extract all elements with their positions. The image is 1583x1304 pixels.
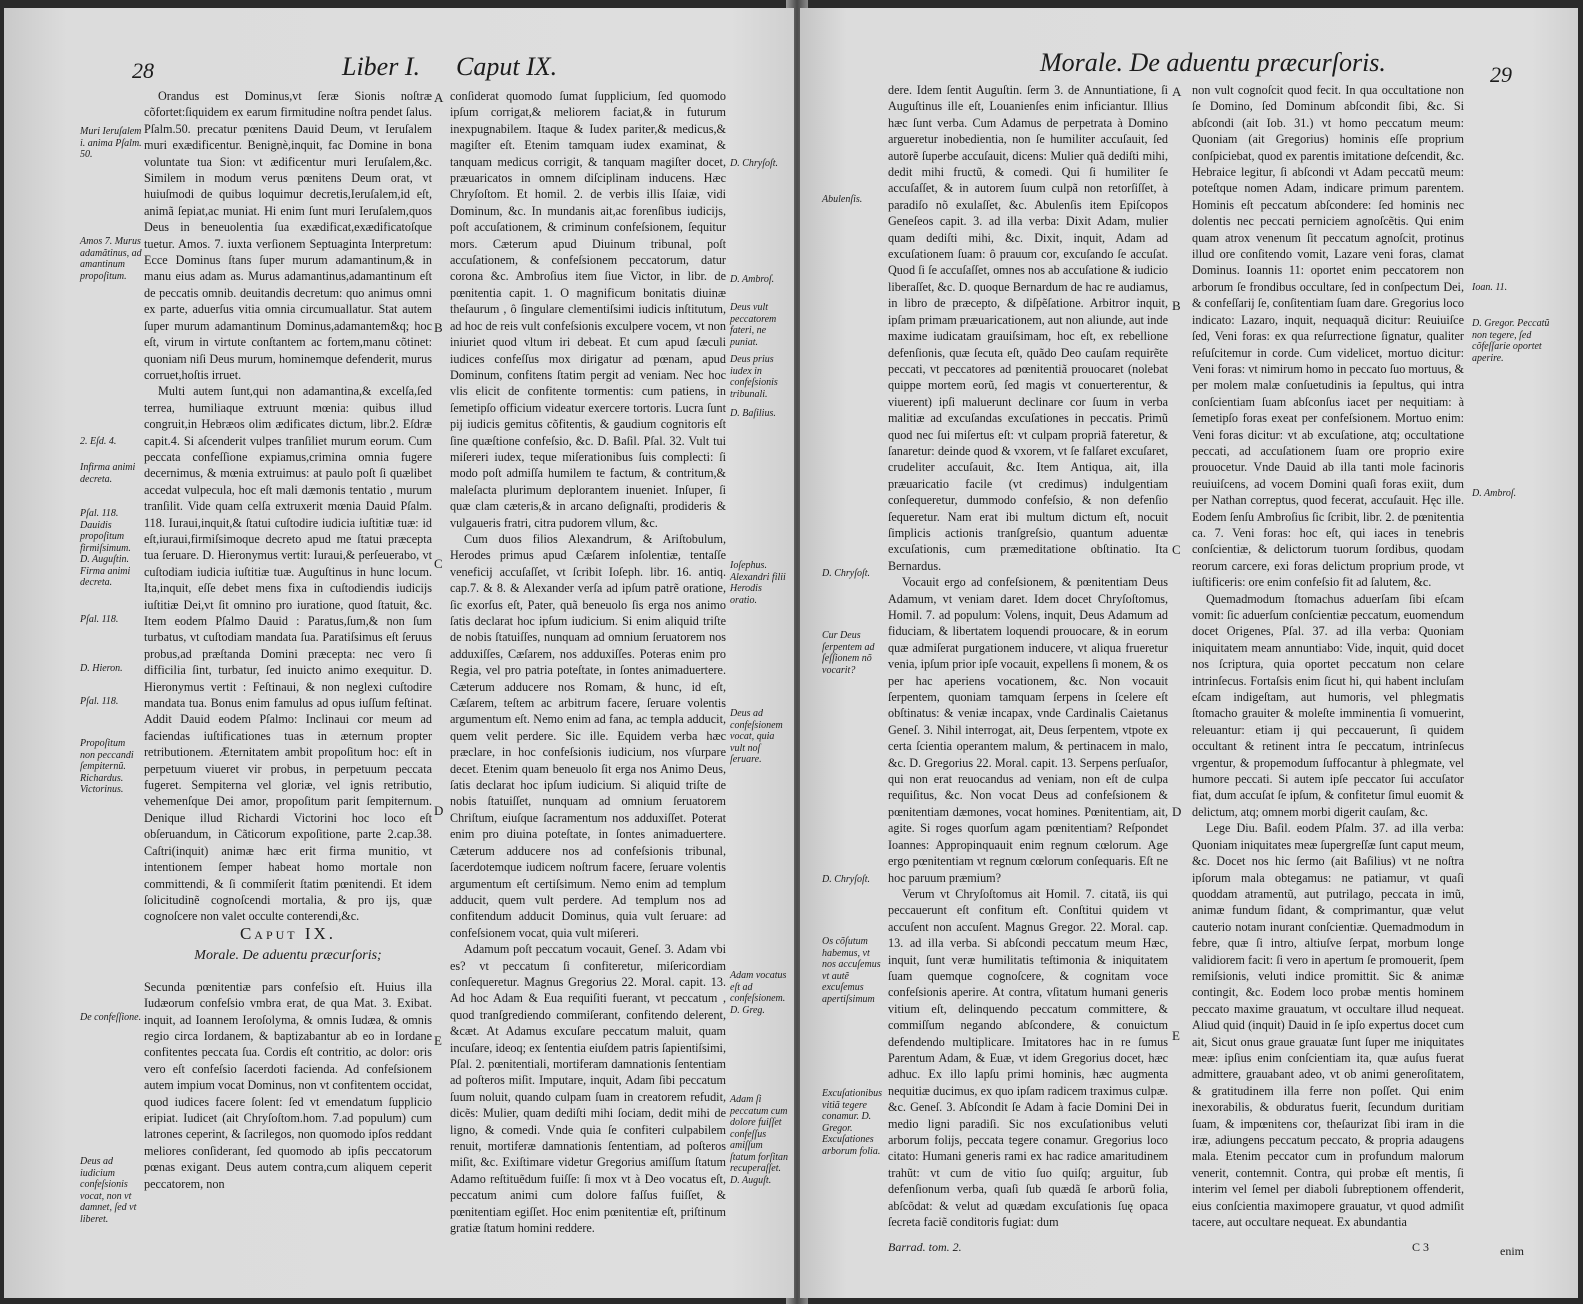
margin-note: D. Ambroſ.	[730, 274, 775, 285]
left-column-2	[450, 88, 726, 1296]
running-head-chapter: Caput IX.	[456, 52, 558, 81]
chapter-subtitle: Morale. De aduentu præcurſoris;	[194, 948, 382, 964]
section-letter: C	[434, 556, 443, 571]
margin-note: Abulenſis.	[822, 194, 863, 205]
section-letter: A	[1172, 84, 1182, 99]
margin-note: 2. Eſd. 4.	[80, 436, 117, 447]
running-head-right: Morale. De aduentu præcurſoris.	[1040, 48, 1386, 77]
margin-note: Deus prius iudex in confeſsionis tribunali.	[730, 354, 778, 400]
paragraph: Multi autem ſunt,qui non adamantina,& excelſa,ſed terrea, humiliaque extruunt mœnia: quibus illud congruit,in Hebræos olim ædificates dictum, libr.2. Eſdræ capit.4. Si aſcenderit vulpes tranſiliet murum eorum. Cum peccata confeſſione expiamus,crimina omnia fugere decernimus, & mœnia extruimus: at paulo poſt ſi quælibet accedat vulpecula, hoc eſt mali dæmonis tentatio , murum tranſilit. Vide quam celſa extruxerit mœnia Dauid Pſalm. 118. Iuraui,inquit,& ſtatui cuſtodire iudicia iuſtitiæ tuæ: id eſt,iuraui,firmiſsimoque decreto apud me ſtatui præcepta tua ſeruare. D. Hieronymus vertit: Iuraui,& perſeuerabo, vt cuſtodiam iudicia iuſtitiæ tuæ. Auguſtinus in hunc locum. Ita,inquit, eſſe debet mens fixa in cuſtodiendis iudicijs iuſtitiæ Dei,vt ſit omnino pro iuratione, quod ſtatuit, &c. Item eodem Pſalmo Dauid : Paratus,ſum,& non ſum turbatus, vt cuſtodiam mandata ſua. Paratiſsimus eſt ſeruus probus,ad præſtanda Domini præcepta: nec vero ſi difficilia ſint, turbatur, ſed inuicto animo exequitur. D. Hieronymus vertit : Feſtinaui, & non neglexi cuſtodire mandata tua. Bonus enim famulus ad opus iuſſum feſtinat. Addit Dauid eodem Pſalmo: Inclinaui cor meum ad faciendas iuſtificationes tuas in æternum propter retributionem. Æternitatem ambit propoſitum hoc: eſt in perpetuum viueret vir probus, in perpetuum peccata fugeret. Sempiterna vel gloriæ, vel ignis retributio, vehemenſque Dei amor, propoſitum parit ſempiternum. Denique illud Richardi Victorini hoc loco eſt obſeruandum, in Cãticorum expoſitione, parte 2.cap.38. Caſtri(inquit) animæ hæc erit firma munitio, vt intentionem ſemper habeat homo mortale non committendi, & ſi commiſerit ſtatim pœnitendi. Et idem ſolicitudinẽ cognoſcendi mortalia, & pro ijs, quæ cognoſcere non valet occulte conterendi,&c.	[144, 384, 432, 924]
right-page	[800, 8, 1578, 1298]
margin-note: D. Ambroſ.	[1472, 488, 1517, 499]
chapter-title: Caput IX.	[239, 924, 337, 943]
chapter-opening-paragraph: Secunda pœnitentiæ pars confeſsio eſt. Huius illa Iudæorum confeſsio vmbra erat, de qua Mat. 3. Exibat. inquit, ad Ioannem Ieroſolyma, & omnis Iudæa, & omnis regio circa Iordanem, & baptizabantur ab eo in Iordane confitentes peccata ſua. Cordis eſt contritio, ac dolor: oris vero eſt confeſsio ſacerdoti facienda. Ad confeſsionem autem impium vocat Dominus, non vt confitentem occidat, quod iudices facere ſolent: ſed vt emendatum ſupplicio eripiat. Iudicet (ait Chryſoſtom.hom. 7.ad populum) cum latrones ceperint, & ſacrilegos, non quomodo ipſos reddant meliores conſiderant, ſed quomodo ab ipſis peccatorum pœnas exigant. Deus autem contra,cum aliquem ceperit peccatorem, non	[144, 979, 432, 1191]
printer-note: Barrad. tom. 2.	[888, 1240, 962, 1254]
margin-note: Pſal. 118.	[80, 696, 119, 707]
paragraph: conſiderat quomodo ſumat ſupplicium, ſed quomodo ipſum corrigat,& meliorem faciat,& in futurum inexpugnabilem. Itaque & Iudex pariter,& medicus,& magiſter eſt. Etenim tamquam iudex examinat, & tanquam medicus corrigit, & tanquam magiſter docet, præuaricatos in omnem diſciplinam inducens. Hæc Chryſoſtom. Et homil. 2. de verbis illis Iſaiæ, vidi Dominum, &c. In mundanis ait,ac forenſibus iudicijs, poſt accuſationem, & criminum confeſsionem, ſequitur mors. Cæterum apud Diuinum tribunal, poſt accuſationem, & confeſsionem peccatorum, datur corona &c. Ambroſius item ſiue Victor, in libr. de pœnitentia capit. 1. O magnificum bonitatis diuinæ theſaurum , ô ſingulare clementiſsimi iudicis inſtitutum, ad hoc de reis vult confeſsionis exculpere vocem, vt non iniuriet quod vltum iri debeat. Et cum apud ſæculi iudices confeſſus mox dirigatur ad pœnam, apud Dominum, confitens ſtatim pergit ad veniam. Nec hoc vlis elicit de confitente tormentis: cum patiens, in ſemetipſo officium videatur exercere tortoris. Lucra ſunt pij iudicis gemitus cõfitentis, & gaudium cognitoris eſt ſine quæſtione confeſsio, &c. D. Baſil. Pſal. 32. Vult tui miſereri iudex, teque miſerationibus ſuis complecti: ſi modo poſt admiſſa humilem te factum, & contritum,& maleſacta plurimum deplorantem inueniet. Inſuper, ſi quæ clam cæteris,& in arcano deſignaſti, prodideris & vulgaueris fratri, citra pudorem vllum, &c.	[450, 89, 726, 530]
margin-note: D. Chryſoſt.	[822, 568, 871, 579]
margin-note: Adam vocatus eſt ad confeſsionem. D. Greg.	[730, 970, 787, 1016]
section-letter: D	[1172, 804, 1182, 819]
signature-mark: C 3	[1412, 1240, 1430, 1254]
page-number-left: 28	[132, 58, 154, 83]
catchword: enim	[1500, 1244, 1524, 1258]
section-letter: B	[434, 320, 443, 335]
margin-note: Cur Deus ſerpentem ad ſeſſionem nõ vocarit?	[822, 630, 875, 676]
page-number-right: 29	[1490, 62, 1512, 87]
section-letter: E	[434, 1033, 442, 1048]
paragraph: Orandus est Dominus,vt ſeræ Sionis noſtræ cõfortet:ſiquidem ex earum firmitudine noſtra pendet ſalus. Pſalm.50. precatur pœnitens Dauid Deum, vt Ieruſalem muri exædificentur. Benignè,inquit, fac Domine in bona voluntate tua Sion: vt ædificentur muri Ieruſalem,&c. Similem in modum verus pœnitens Deum orat, vt huiuſmodi de quibus loquimur decretis,Ieruſalem,id eſt, animã ſepiat,ac muniat. Hi enim ſunt muri Ieruſalem,quos Deus in beneuolentia ſua exædificat,exædificatoſque tuetur. Amos. 7. iuxta verſionem Septuaginta Interpretum: Ecce Dominus ſtans ſuper murum adamantinum,& in manu eius adam as. Murus adamantinus,adamantinum eſt de peccatis omnib. deuitandis decretum: quo animus omni ex parte, aduerſus vitia omnia circumuallatur. Stat autem ſuper murum adamantinum Dominus,adamantem&q; hoc eſt, virum in virtute conſtantem ac fortem,manu cõtinet: quoniam niſi Deus murum, hominemque defenderit, murus corruet,hoſtis irruet.	[144, 89, 432, 382]
margin-note: D. Hieron.	[80, 663, 123, 674]
margin-note: D. Baſilius.	[730, 408, 776, 419]
paragraph: Lege Diu. Baſil. eodem Pſalm. 37. ad illa verba: Quoniam iniquitates meæ ſupergreſſæ ſunt caput meum, &c. Docet nos hic ſermo (ait Baſilius) vt ne noſtra ipſorum mala obtegamus: ne patiamur, vt quaſi quoddam atramentũ, aut putrilago, peccata in imũ, animæ fundum ſidant, & comprimantur, quæ velut cauterio notam inurant conſcientiæ. Quemadmodum in febre, quæ ſi intro, altiuſve ſerpat, morbum longe validiorem facit: ſi vero in apertum ſe promouerit, ſpem remiſsionis, veluti indice promittit. Sic & animæ contingit, &c. Eodem loco probæ mentis hominem peccato maxime grauatum, vt occultare illud nequeat. Aliud quid (inquit) Dauid in ſe ipſo expertus docet cum ait, Sicut onus graue grauatæ ſunt ſuper me iniquitates meæ: ipſius enim conſcientiam ita, quæ auſus fuerat admittere, grauabant adeo, vt ob animi generoſitatem, & gratitudinem illa ferre non poſſet. Qui enim inexorabilis, & obduratus fuerit, ſecundum duritiam ſuam, & impœnitens cor, theſaurizat ſibi iram in die iræ, adiungens peccatum peccato, & propria adaugens mala. Etenim peccator cum in profundum malorum venerit, contemnit. Contra, qui probæ eſt mentis, ſi interim vel ſemel per diaboli ſubreptionem offenderit, eius conſcientia maximopere grauatur, vt quod admiſit tacere, aut occultare nequeat. Ex abundantia	[1192, 821, 1464, 1230]
margin-note: Pſal. 118. Dauidis propoſitum firmiſsimum. D. Auguſtin. Firma animi decreta.	[80, 508, 131, 588]
left-column-1-chapter	[144, 908, 432, 1298]
paragraph: Cum duos filios Alexandrum, & Ariſtobulum, Herodes primus apud Cæſarem inſolentiæ, tentaſſe veneficij accuſaſſet, vt ſcribit Ioſeph. libr. 16. antiq. cap.7. & 8. & Alexander verſa ad ipſum patrẽ oratione, ſic exorſus eſt, Pater, quã beneuolo ſis erga nos animo ſatis declarat hoc ipſum iudicium. Si enim aliquid triſte de nobis ſtatuiſſes, nunquam ad omnium ſeruatorem nos adduxiſſes, Cæſarem, nos adduxiſſes. Poteras enim pro Regia, vel pro patria poteſtate, in ſontes animaduertere. Cæterum adducere nos Romam, & hunc, id eſt, Cæſarem, teſtem ac arbitrum facere, ſeruare volentis argumentum eſt. Nemo enim ad fana, ac templa adducit, quem velit perdere. Sic ille. Equidem verba hæc præclare, in hoc confeſsionis iudicium, nos vſurpare decet. Etenim quam beneuolo ſit erga nos Animo Deus, ſatis declarat hoc ipſum iudicium. Si aliquid triſte de nobis ſtatuiſſet, nunquam ad omnium ſeruatorem Chriſtum, eiuſque ſacramentum nos adduxiſſet. Poterat enim pro diuina poteſtate, in ſontes animaduertere. Cæterum adducere nos ad confeſsionis tribunal, ſacerdotemque iudicem noſtrum facere, ſeruare volentis argumentum eſt certiſsimum. Nemo enim ad templum adducit, quem vult perdere. Ad templum nos ad confitendum adducit Dominus, quia vult ſeruare: ad confeſsionem vocat, quia vult miſereri.	[450, 531, 726, 940]
margin-note: Deus vult peccatorem fateri, ne puniat.	[730, 302, 777, 348]
margin-note: Propoſitum non peccandi ſempiternũ. Richardus. Victorinus.	[80, 738, 134, 795]
margin-note: Excuſationibus vitiã tegere conamur. D. Gregor. Excuſationes arborum folia.	[822, 1088, 882, 1157]
paragraph: Vocauit ergo ad confeſsionem, & pœnitentiam Deus Adamum, vt veniam daret. Idem docet Chryſoſtomus, Homil. 7. ad populum: Volens, inquit, Deus Adamum ad fiduciam, & libertatem loquendi prouocare, & in eorum quæ admiſerat purgationem inducere, vt aliqua frueretur venia, ipſum prior ipſe vocauit, expellens ſi monem, & os per hac aperiens vocationem, &c. Non vocauit ſerpentem, quoniam tamquam ſerpens in ſcelere eſt obſtinatus: & veniæ incapax, vnde Cardinalis Caietanus Geneſ. 3. Nihil interrogat, ait, Deus ſerpentem, vtpote ex certa ſcientia operantem malum, & pertinacem in malo, &c. D. Gregorius 22. Moral. capit. 13. Serpens perſuaſor, qui non erat reuocandus ad veniam, non eſt de culpa requiſitus, &c. Non vocat Deus ad confeſsionem & pœnitentiam dæmones, vocat homines. Pœnitentiam, ait, agite. Si roges quorſum agam pœnitentiam? Reſpondet Ioannes: Appropinquauit enim regnum cœlorum. Age ergo pœnitentiam vt regnum cœlorum conſequaris. Eſt ne hoc paruum præmium?	[888, 575, 1168, 885]
left-column-1	[144, 88, 432, 924]
right-column-1	[888, 82, 1168, 1262]
running-head-book: Liber I.	[342, 52, 420, 81]
section-letter: B	[1172, 298, 1181, 313]
section-letter: E	[1172, 1028, 1180, 1043]
section-letter: D	[434, 803, 444, 818]
margin-note: Ioan. 11.	[1472, 282, 1508, 293]
margin-note: Os cõſutum habemus, vt nos accuſemus vt autẽ excuſemus apertiſsimum	[822, 936, 881, 1005]
paragraph: Quemadmodum ſtomachus aduerſam ſibi eſcam vomit: ſic aduerſum conſcientiæ peccatum, euomendum docet Origenes, Pſal. 37. ad illa verba: Quoniam iniquitatem meam annuntiabo: Vide, inquit, quid docet nos ſcriptura, quia oportet peccatum non celare intrinſecus. Fortaſsis enim ſicut hi, qui habent incluſam eſcam indigeſtam, aut humoris, vel phlegmatis ſtomacho grauiter & moleſte imminentia ſi vomuerint, releuantur: etiam ij qui peccauerunt, ſi quidem occultant & retinent intra ſe peccatum, intrinſecus vrgentur, & propemodum ſuffocantur à phlegmate, vel humore peccati. Si autem ipſe peccator ſui accuſator fiat, dum accuſat ſe ipſum, & confitetur ſimul euomit & delictum, atq; omnem morbi digerit cauſam, &c.	[1192, 591, 1464, 819]
margin-note: D. Chryſoſt.	[730, 158, 779, 169]
margin-note: Deus ad iudicium confeſsionis vocat, non vt damnet, ſed vt liberet.	[80, 1156, 137, 1225]
margin-note: Amos 7. Murus adamãtinus, ad amantinum propoſitum.	[80, 236, 142, 282]
paragraph: dere. Idem ſentit Auguſtin. ſerm 3. de Annuntiatione, ſi Auguſtinus ille eſt, Louanienſes enim inficiantur. Illius hæc ſunt verba. Cum Adamus de perpetrata à Domino argueretur inobedientia, non ſe humiliter accuſauit, ſed autorẽ ſuperbe accuſauit, dicens: Mulier quã dediſti mihi, dedit mihi fructũ, & comedi. Qui ſi humiliter ſe accuſaſſet, & in autorem ſuum culpã non retorſiſſet, à paradiſo nõ exulaſſet, &c. Abulenſis item Epiſcopos Geneſeos capit. 3. ad illa verba: Dixit Adam, mulier quam dediſti mihi, &c. Dixit, inquit, Adam ad excuſationem ſuam: ô prauum cor, excuſando ſe accuſat. Quod ſi ſe accuſaſſet, omnes nos ab accuſatione & iudicio liberaſſet, &c. D. quoque Bernardum de hac re audiamus, in libro de præcepto, & diſpẽſatione. Arbitror inquit, ipſam primam præuaricationem, aut non aliunde, aut inde maxime iudicatam grauiſsimam, hoc eſt, ex rebellione defenſionis, quæ ſecuta eſt, quãdo Deo cauſam requirẽte peccati, vt peccatores ad pœnitentiã prouocaret (nolebat quippe mortem eorũ, ſed magis vt conuerterentur, & viuerent) ipſi maluerunt declinare cor ſuum in verba malitiæ ad excuſandas excuſationes in peccatis. Primũ quod nec ſui miſertus eſt: vt culpam propriã fateretur, & ſanaretur: deinde quod & vxorem, vt ſe falſaret excuſaret, crudeliter accuſauit, &c. Item Antiqua, ait, illa præuaricatio facile (vt credimus) indulgentiam conſequeretur, dummodo confeſsio, & non defenſio ſequeretur. Nam erat ibi multum dictum eſt, nocuit ſimplicis actionis tranſgreſsio, quantum aduentæ excuſationis, cum præmeditatione obſtinatio. Ita Bernardus.	[888, 83, 1168, 573]
section-letter: C	[1172, 542, 1181, 557]
margin-note: Infirma animi decreta.	[80, 462, 136, 485]
paragraph: non vult cognoſcit quod fecit. In qua occultatione non ſe Domino, ſed Dominum abſcondit ſibi, &c. Si abſcondi (ait Iob. 31.) vt homo peccatum meum: Quoniam (ait Gregorius) hominis eſſe proprium conſpiciebat, quod ex parentis imitatione deſcendit, &c. Hebraice legitur, ſi abſcondi vt Adam peccatũ meum: poteſtque nomen Adam, indicare primum parentem. Hominis eſt peccatum abſcondere: ſed hominis nec dolentis nec peccati perniciem agnoſcẽtis. Qui enim quam atrox venenum ſit peccatum agnoſcit, protinus illud ore conſitendo vomit, Lazare veni foras, clamat Dominus. Ioannis 11: oportet enim peccatorem non arborum ſe frondibus occultare, ſed in conſpectum Dei, & confeſſarij ſe, conſitentiam ſuam dare. Gregorius loco indicato: Lazaro, inquit, nequaquã dicitur: Reuiuiſce ſed, Veni foras: ex qua reſurrectione ſignatur, qualiter reſuſcitemur in corde. Cum videlicet, mortuo dicitur: Veni foras: vt nimirum homo in peccato ſuo mortuus, & per molem malæ conſuetudinis ia ſepultus, qui intra conſcientiam ſuam abſconſus iacet per nequitiam: à ſemetipſo foras exeat per confeſsionem. Mortuo enim: Veni foras dicitur: vt ab excuſatione, atq; occultatione peccati, ad accuſationem ſuam ore proprio exire prouocetur. Vnde Dauid ab illa tanti mole facinoris reuiuiſcens, ad vocem Domini quaſi foras exiit, dum per Nathan correptus, quod fecerat, accuſauit. Hęc ille. Eodem ſenſu Ambroſius ſic ſcribit, libr. 2. de pœnitentia ca. 7. Veni foras: hoc eſt, qui iaces in tenebris conſcientiæ, & delictorum tuorum ſordibus, quodam reorum carcere, exi foras delictum proprium prode, vt iuſtificeris: ore enim confeſsio fit ad ſalutem, &c.	[1192, 83, 1464, 590]
margin-note: Muri Ieruſalem i. anima Pſalm. 50.	[80, 126, 142, 160]
margin-note: Pſal. 118.	[80, 614, 119, 625]
margin-note: D. Chryſoſt.	[822, 874, 871, 885]
left-page	[4, 8, 794, 1298]
margin-note: Deus ad confeſsionem vocat, quia vult noſ ſeruare.	[730, 708, 783, 765]
margin-note: Ioſephus. Alexandri filii Herodis oratio.	[730, 560, 786, 606]
right-column-2	[1192, 82, 1464, 1262]
margin-note: D. Gregor. Peccatũ non tegere, ſed cõfeſſarie oportet aperire.	[1472, 318, 1550, 364]
section-letter: A	[434, 90, 444, 105]
paragraph: Adamum poſt peccatum vocauit, Geneſ. 3. Adam vbi es? vt peccatum ſi confiteretur, miſericordiam conſequeretur. Magnus Gregorius 22. Moral. capit. 13. Ad hoc Adam & Eua requiſiti fuerant, vt peccatum , quod tranſgrediendo commiſerant, confitendo delerent, &cæt. At Adamus excuſare peccatum maluit, quam incuſare, ideoq; ex ſententia eiuſdem patris ſapientiſsimi, Pſal. 2. pœnitentiali, mortiferam damnationis ſententiam ad poſteros miſit. Imputare, inquit, Adam ſibi peccatum ſuum noluit, quando culpam ſuam in creatorem refudit, dicẽs: Mulier, quam dediſti mihi ſociam, dedit mihi de ligno, & comedi. Vnde quia ſe confiteri culpabilem renuit, mortiferæ damnationis ſententiam, ad poſteros miſit, &c. Exiſtimare videtur Gregorius amiſſum ſtatum Adamo reſtituẽdum fuiſſe: ſi mox vt à Deo vocatus eſt, peccatum animi cum dolore faſſus fuiſſet, & pœnitentiam egiſſet. Hoc enim pœnitentiæ eſt, priſtinum gratiæ ſtatum homini reddere.	[450, 942, 726, 1236]
margin-note: De confeſſione.	[80, 1012, 142, 1023]
paragraph: Verum vt Chryſoſtomus ait Homil. 7. citatã, iis qui peccauerunt eſt confitum eſt. Conſtitui quidem vt accuſent non accuſent. Magnus Gregor. 22. Moral. cap. 13. ad illa verba. Si abſcondi peccatum meum Hæc, inquit, ſunt veræ humilitatis teſtimonia & iniquitatem ſuam quemque cognoſcere, & cognitam voce confeſsionis aperire. At contra, vſitatum humani generis vitium eſt, delinquendo peccatum committere, & commiſſum negando abſcondere, & conuictum defendendo multiplicare. Imitatores hac in re ſumus Parentum Adam, & Euæ, vt idem Gregorius docet, hæc adhuc. Ex illo lapſu primi hominis, hæc augmenta nequitiæ ducimus, ex quo ipſam radicem traximus culpæ. &c. Geneſ. 3. Abſcondit ſe Adam à facie Domini Dei in medio ligni paradiſi. Sic nos excuſationibus veluti arborum folijs, peccata tegere conamur. Gregorius loco citato: Humani generis rami ex hac radice amaritudinem trahũt: vt cum de vitio ſuo quiſq; arguitur, ſub defenſionum verba, quaſi ſub quædã ſe arborũ folia, abſcõdat: & velut ad quædam excuſationis ſuę opaca ſecreta faciẽ conditoris fugiat: dum	[888, 886, 1168, 1230]
margin-note: Adam ſi peccatum cum dolore fuiſſet confeſſus amiſſum ſtatum forſitan recuperaſſet. D. Auguſt.	[730, 1094, 789, 1186]
